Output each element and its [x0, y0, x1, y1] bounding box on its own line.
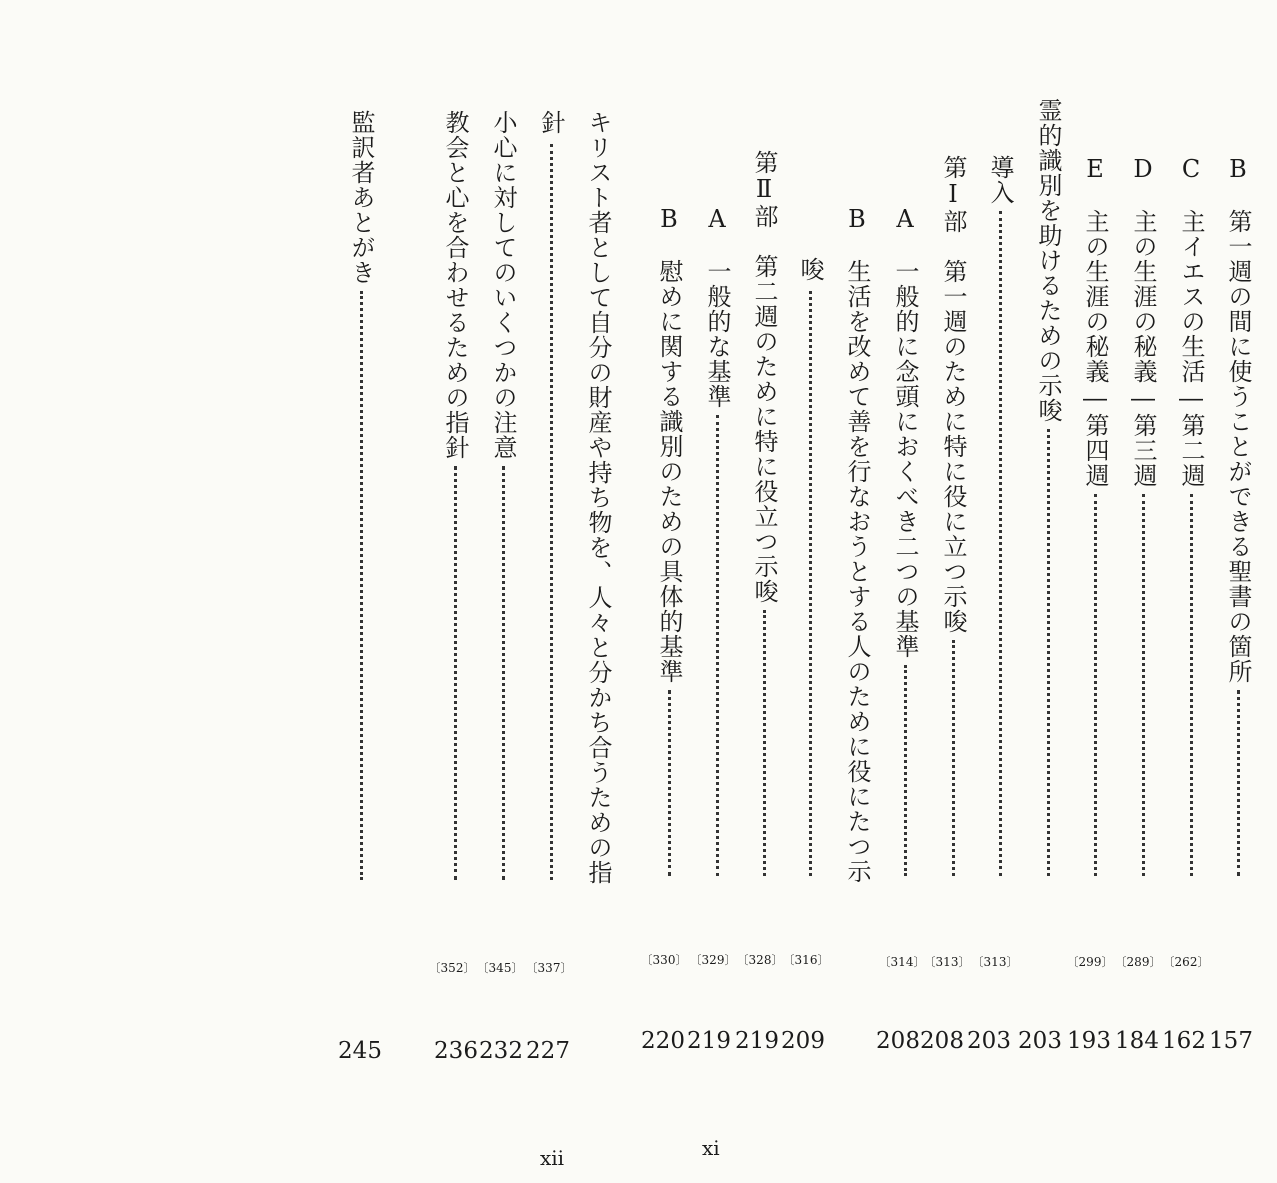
dot-leader — [1237, 690, 1240, 876]
page-number-xii: xii — [540, 1146, 565, 1170]
dot-leader — [716, 415, 719, 876]
toc-entry-title: E 主の生涯の秘義―第四週 — [1081, 155, 1109, 488]
dot-leader — [550, 144, 553, 880]
section-reference: 〔289〕 — [1114, 955, 1162, 969]
page-number: 203 — [1018, 1028, 1062, 1054]
page-number: 219 — [687, 1028, 731, 1054]
page-number: 209 — [781, 1028, 825, 1054]
page-number: 232 — [479, 1038, 523, 1064]
section-reference: 〔328〕 — [736, 953, 784, 967]
page-number: 245 — [338, 1038, 382, 1064]
toc-entry-title: キリスト者として自分の財産や持ち物を、人々と分かち合うための指 — [584, 110, 612, 885]
page-number: 219 — [735, 1028, 779, 1054]
toc-entry-title: 教会と心を合わせるための指針 — [441, 110, 469, 460]
page-number: 193 — [1067, 1028, 1111, 1054]
toc-entry-title: D 主の生涯の秘義―第三週 — [1129, 155, 1157, 488]
section-reference: 〔352〕 — [428, 961, 476, 975]
toc-entry-title: B 生活を改めて善を行なおうとする人のために役にたつ示 — [843, 205, 871, 884]
page-number: 208 — [920, 1028, 964, 1054]
toc-entry-title: B 慰めに関する識別のための具体的基準 — [655, 205, 683, 684]
toc-entry-title: 導入 — [986, 155, 1014, 205]
section-reference: 〔330〕 — [640, 953, 688, 967]
section-reference: 〔314〕 — [878, 955, 926, 969]
dot-leader — [904, 665, 907, 876]
page-number: 157 — [1209, 1028, 1253, 1054]
page-number: 208 — [876, 1028, 920, 1054]
toc-entry-title: C 主イエスの生活―第二週 — [1177, 155, 1205, 488]
dot-leader — [763, 610, 766, 876]
section-reference: 〔316〕 — [782, 953, 830, 967]
dot-leader — [999, 211, 1002, 876]
dot-leader — [668, 690, 671, 876]
section-reference: 〔313〕 — [971, 955, 1019, 969]
toc-entry-title-continuation: 唆 — [796, 257, 824, 282]
section-reference: 〔313〕 — [923, 955, 971, 969]
toc-entry-title: 小心に対してのいくつかの注意 — [489, 110, 517, 460]
page-number-xi: xi — [702, 1136, 720, 1160]
dot-leader — [1190, 494, 1193, 876]
dot-leader — [1094, 494, 1097, 876]
dot-leader — [360, 291, 363, 880]
page-number: 184 — [1115, 1028, 1159, 1054]
dot-leader — [809, 291, 812, 876]
toc-entry-title: B 第一週の間に使うことができる聖書の箇所 — [1224, 155, 1252, 684]
dot-leader — [1142, 494, 1145, 876]
toc-entry-title: 霊的識別を助けるための示唆 — [1034, 98, 1062, 423]
section-reference: 〔299〕 — [1066, 955, 1114, 969]
toc-entry-title: A 一般的に念頭におくべき二つの基準 — [891, 205, 919, 659]
dot-leader — [502, 466, 505, 880]
toc-entry-title: 第Ⅱ部 第二週のために特に役立つ示唆 — [750, 150, 778, 604]
dot-leader — [1047, 429, 1050, 876]
section-reference: 〔337〕 — [525, 961, 573, 975]
section-reference: 〔262〕 — [1162, 955, 1210, 969]
page-number: 227 — [526, 1038, 570, 1064]
dot-leader — [454, 466, 457, 880]
section-reference: 〔329〕 — [689, 953, 737, 967]
page-number: 203 — [967, 1028, 1011, 1054]
section-reference: 〔345〕 — [476, 961, 524, 975]
page-number: 162 — [1162, 1028, 1206, 1054]
page-number: 236 — [434, 1038, 478, 1064]
dot-leader — [952, 640, 955, 876]
page-number: 220 — [641, 1028, 685, 1054]
toc-entry-title: 第Ⅰ部 第一週のために特に役に立つ示唆 — [939, 155, 967, 634]
toc-entry-title: 監訳者あとがき — [347, 110, 375, 285]
toc-entry-title-continuation: 針 — [537, 110, 565, 135]
toc-entry-title: A 一般的な基準 — [703, 205, 731, 409]
